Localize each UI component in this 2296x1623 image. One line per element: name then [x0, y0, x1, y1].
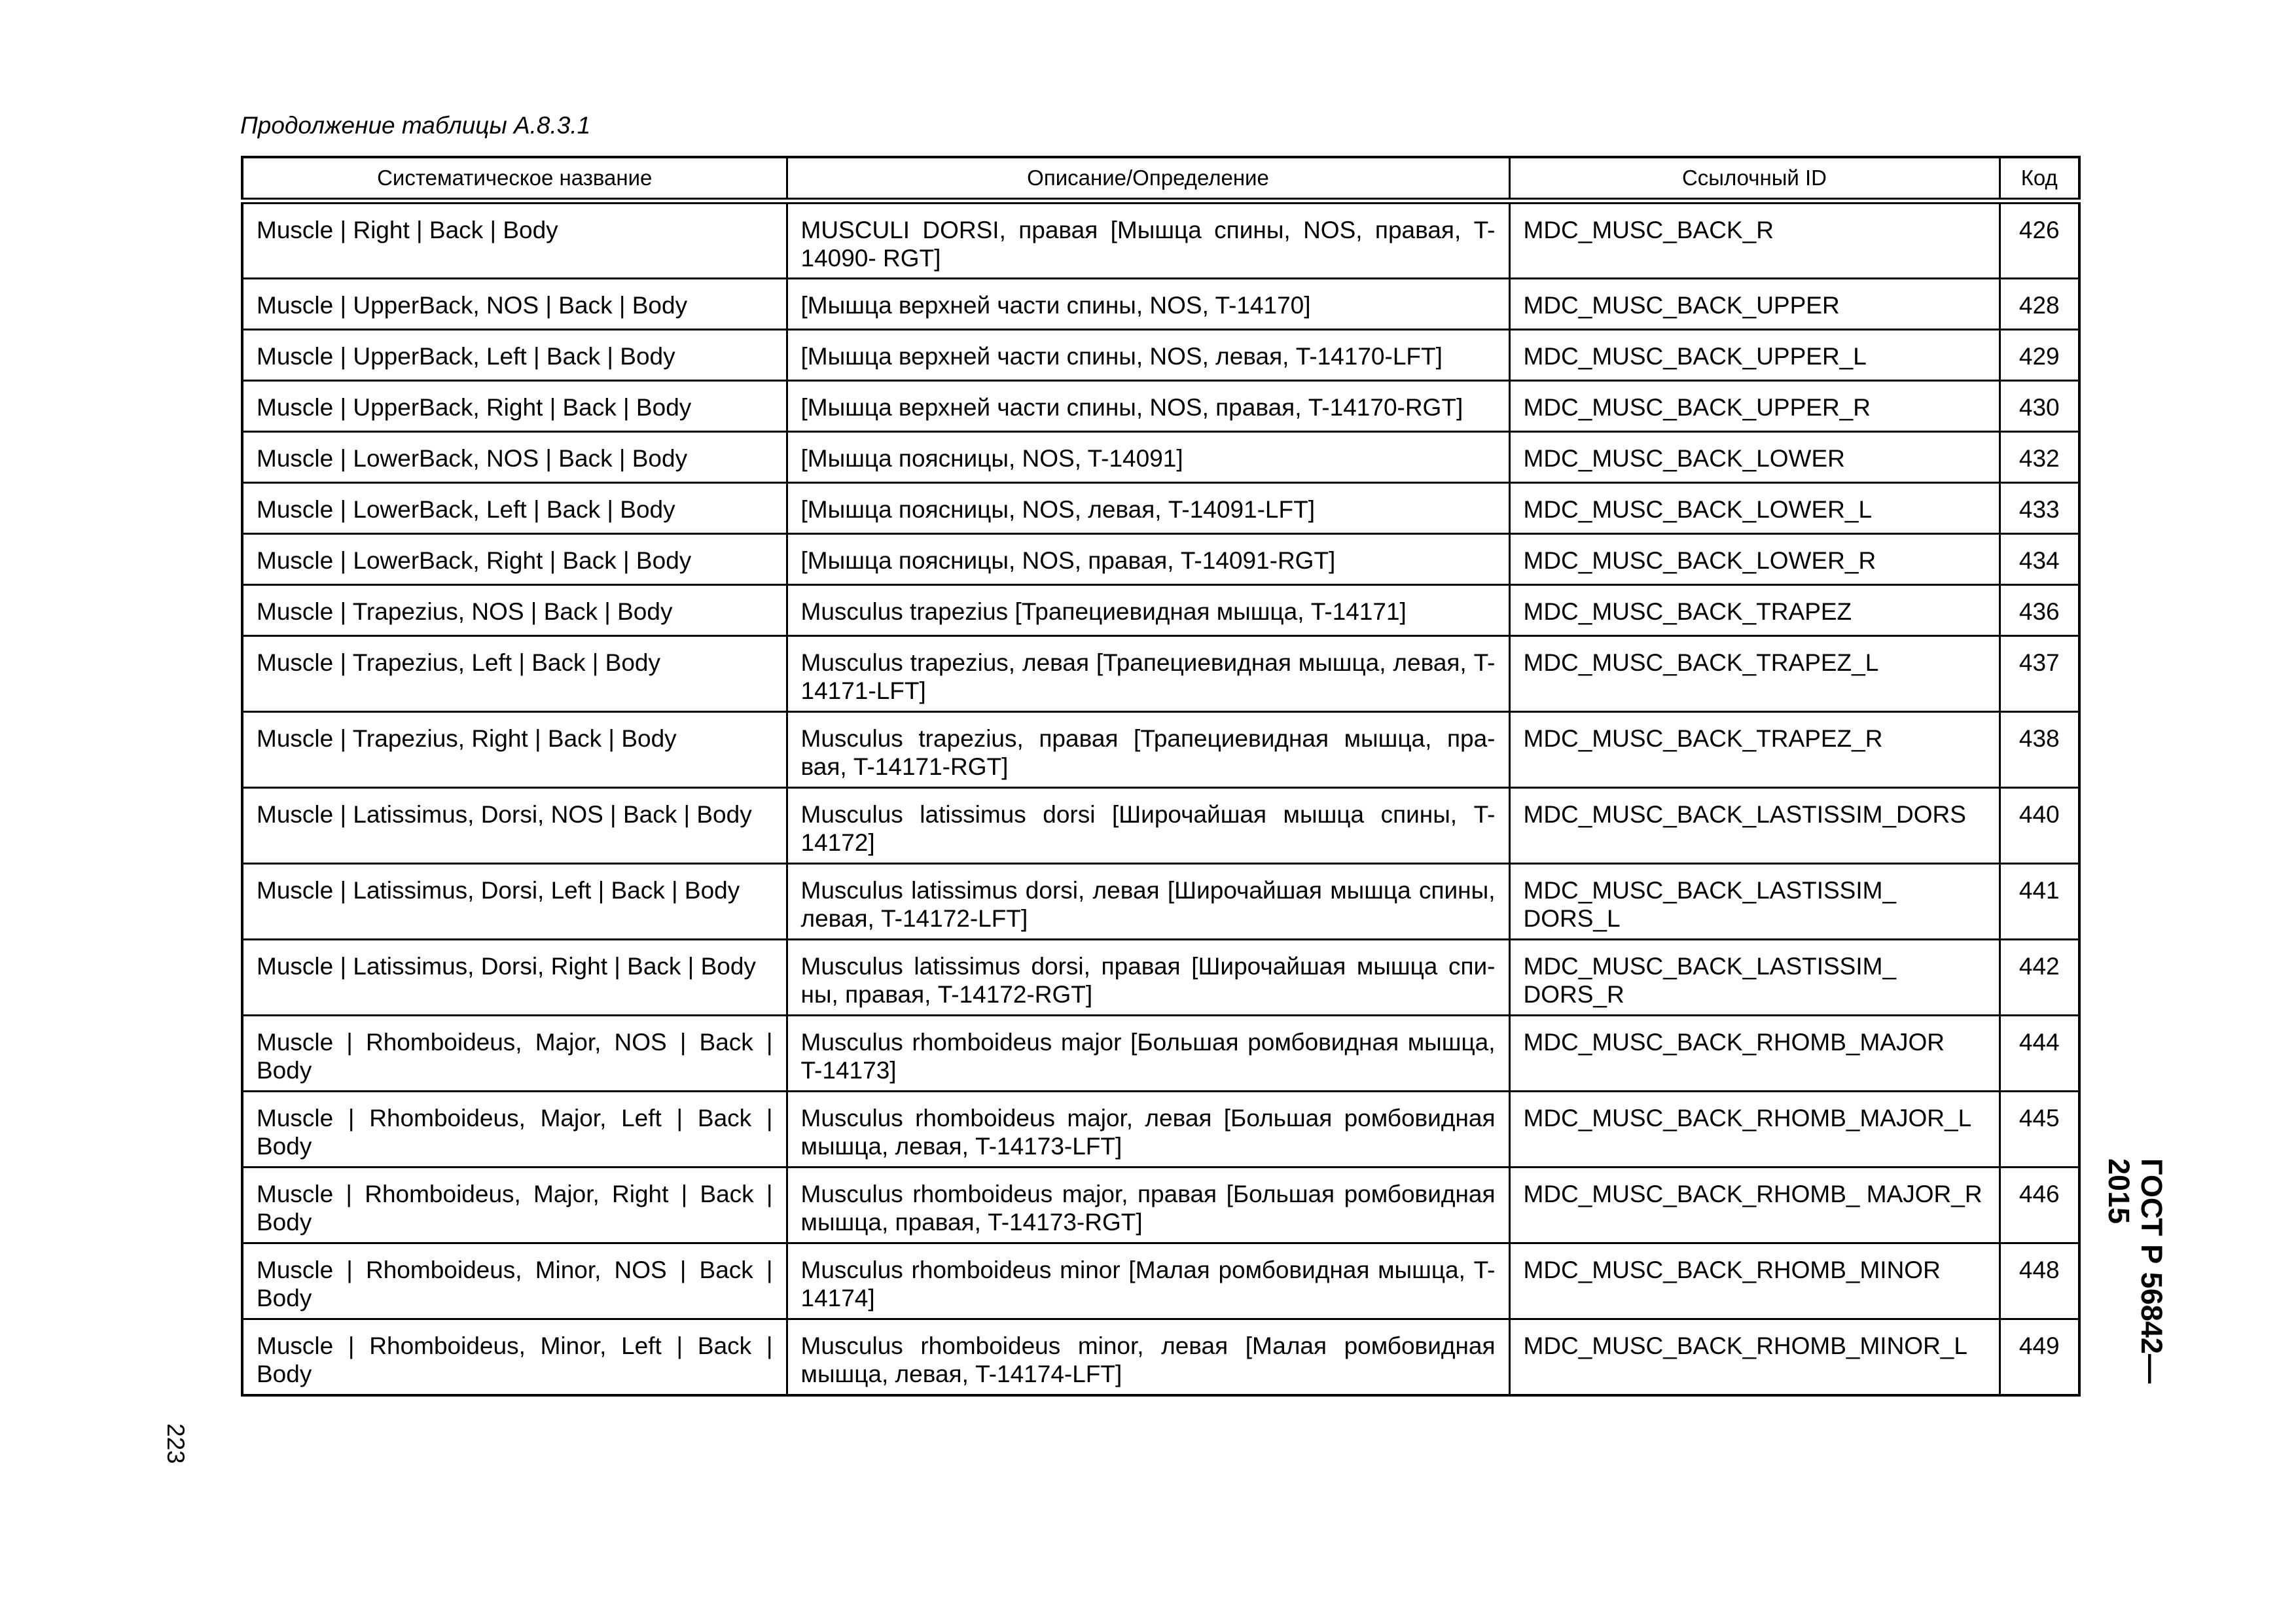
table-row — [242, 940, 2079, 1016]
code-cell: 429 — [2000, 330, 2079, 381]
header-row — [242, 157, 2079, 201]
header-description: Описание/Определение — [787, 157, 1509, 201]
reference-id-cell: MDC_MUSC_BACK_UPPER — [1509, 279, 2000, 330]
systematic-name-cell: Muscle | UpperBack, Right | Back | Body — [242, 381, 787, 432]
table-row — [242, 1016, 2079, 1092]
table-row — [242, 636, 2079, 712]
code-cell: 426 — [2000, 201, 2079, 279]
systematic-name-cell: Muscle | LowerBack, Left | Back | Body — [242, 483, 787, 534]
description-cell: Musculus trapezius, левая [Трапециевидная мышца, левая, T-14171-LFT] — [787, 636, 1509, 712]
table-row — [242, 1168, 2079, 1243]
description-cell: [Мышца поясницы, NOS, правая, T-14091-RGT] — [787, 534, 1509, 585]
table-row — [242, 483, 2079, 534]
code-cell: 436 — [2000, 585, 2079, 636]
systematic-name-cell: Muscle | Latissimus, Dorsi, Left | Back | Body — [242, 864, 787, 940]
reference-id-cell: MDC_MUSC_BACK_RHOMB_ MAJOR_R — [1509, 1168, 2000, 1243]
systematic-name-cell: Muscle | Rhomboideus, Major, Right | Back | Body — [242, 1168, 787, 1243]
systematic-name-cell: Muscle | Trapezius, Right | Back | Body — [242, 712, 787, 788]
table-row — [242, 534, 2079, 585]
systematic-name-cell: Muscle | Trapezius, Left | Back | Body — [242, 636, 787, 712]
standard-designation: ГОСТ Р 56842—2015 — [2102, 1158, 2168, 1383]
reference-id-cell: MDC_MUSC_BACK_LASTISSIM_DORS — [1509, 788, 2000, 864]
systematic-name-cell: Muscle | Rhomboideus, Minor, NOS | Back | Body — [242, 1243, 787, 1319]
description-cell: Musculus trapezius, правая [Трапециевидная мышца, пра-вая, T-14171-RGT] — [787, 712, 1509, 788]
code-cell: 446 — [2000, 1168, 2079, 1243]
description-cell: Musculus latissimus dorsi, левая [Широчайшая мышца спины, левая, T-14172-LFT] — [787, 864, 1509, 940]
description-cell: Musculus rhomboideus minor [Малая ромбовидная мышца, T-14174] — [787, 1243, 1509, 1319]
systematic-name-cell: Muscle | Latissimus, Dorsi, NOS | Back | Body — [242, 788, 787, 864]
reference-id-cell: MDC_MUSC_BACK_LOWER — [1509, 432, 2000, 483]
reference-id-cell: MDC_MUSC_BACK_RHOMB_MAJOR — [1509, 1016, 2000, 1092]
description-cell: [Мышца верхней части спины, NOS, левая, T-14170-LFT] — [787, 330, 1509, 381]
table-row — [242, 330, 2079, 381]
reference-id-cell: MDC_MUSC_BACK_TRAPEZ_L — [1509, 636, 2000, 712]
code-cell: 448 — [2000, 1243, 2079, 1319]
systematic-name-cell: Muscle | Trapezius, NOS | Back | Body — [242, 585, 787, 636]
systematic-name-cell: Muscle | UpperBack, Left | Back | Body — [242, 330, 787, 381]
table-row — [242, 381, 2079, 432]
code-cell: 449 — [2000, 1319, 2079, 1395]
table-row — [242, 1092, 2079, 1168]
systematic-name-cell: Muscle | LowerBack, Right | Back | Body — [242, 534, 787, 585]
systematic-name-cell: Muscle | Rhomboideus, Major, Left | Back | Body — [242, 1092, 787, 1168]
code-cell: 444 — [2000, 1016, 2079, 1092]
reference-id-cell: MDC_MUSC_BACK_RHOMB_MINOR_L — [1509, 1319, 2000, 1395]
reference-id-cell: MDC_MUSC_BACK_RHOMB_MAJOR_L — [1509, 1092, 2000, 1168]
table-row — [242, 585, 2079, 636]
systematic-name-cell: Muscle | LowerBack, NOS | Back | Body — [242, 432, 787, 483]
code-cell: 430 — [2000, 381, 2079, 432]
table-row — [242, 788, 2079, 864]
description-cell: Musculus rhomboideus major, левая [Большая ромбовидная мышца, левая, T-14173-LFT] — [787, 1092, 1509, 1168]
code-cell: 437 — [2000, 636, 2079, 712]
systematic-name-cell: Muscle | Rhomboideus, Major, NOS | Back | Body — [242, 1016, 787, 1092]
systematic-name-cell: Muscle | Rhomboideus, Minor, Left | Back | Body — [242, 1319, 787, 1395]
code-cell: 441 — [2000, 864, 2079, 940]
description-cell: [Мышца верхней части спины, NOS, T-14170] — [787, 279, 1509, 330]
reference-id-cell: MDC_MUSC_BACK_TRAPEZ — [1509, 585, 2000, 636]
code-cell: 433 — [2000, 483, 2079, 534]
reference-id-cell: MDC_MUSC_BACK_UPPER_L — [1509, 330, 2000, 381]
description-cell: [Мышца поясницы, NOS, T-14091] — [787, 432, 1509, 483]
table-row — [242, 1243, 2079, 1319]
table-row — [242, 1319, 2079, 1395]
code-cell: 428 — [2000, 279, 2079, 330]
page-number: 223 — [162, 1423, 189, 1464]
header-code: Код — [2000, 157, 2079, 201]
description-cell: Musculus rhomboideus minor, левая [Малая ромбовидная мышца, левая, T-14174-LFT] — [787, 1319, 1509, 1395]
table-row — [242, 432, 2079, 483]
systematic-name-cell: Muscle | Latissimus, Dorsi, Right | Back | Body — [242, 940, 787, 1016]
code-cell: 440 — [2000, 788, 2079, 864]
reference-id-cell: MDC_MUSC_BACK_LASTISSIM_ DORS_R — [1509, 940, 2000, 1016]
reference-id-cell: MDC_MUSC_BACK_R — [1509, 201, 2000, 279]
header-reference-id: Ссылочный ID — [1509, 157, 2000, 201]
reference-id-cell: MDC_MUSC_BACK_LOWER_R — [1509, 534, 2000, 585]
code-cell: 438 — [2000, 712, 2079, 788]
reference-id-cell: MDC_MUSC_BACK_RHOMB_MINOR — [1509, 1243, 2000, 1319]
code-cell: 432 — [2000, 432, 2079, 483]
reference-id-cell: MDC_MUSC_BACK_TRAPEZ_R — [1509, 712, 2000, 788]
reference-id-cell: MDC_MUSC_BACK_LOWER_L — [1509, 483, 2000, 534]
table-row — [242, 201, 2079, 279]
description-cell: [Мышца поясницы, NOS, левая, T-14091-LFT] — [787, 483, 1509, 534]
table-caption: Продолжение таблицы А.8.3.1 — [240, 112, 591, 139]
description-cell: Musculus rhomboideus major [Большая ромбовидная мышца, T-14173] — [787, 1016, 1509, 1092]
table-row — [242, 864, 2079, 940]
reference-id-cell: MDC_MUSC_BACK_LASTISSIM_ DORS_L — [1509, 864, 2000, 940]
code-cell: 442 — [2000, 940, 2079, 1016]
header-systematic-name: Систематическое название — [242, 157, 787, 201]
table-row — [242, 279, 2079, 330]
systematic-name-cell: Muscle | Right | Back | Body — [242, 201, 787, 279]
description-cell: MUSCULI DORSI, правая [Мышца спины, NOS, правая, T-14090- RGT] — [787, 201, 1509, 279]
code-cell: 434 — [2000, 534, 2079, 585]
description-cell: Musculus latissimus dorsi [Широчайшая мышца спины, T-14172] — [787, 788, 1509, 864]
table-row — [242, 712, 2079, 788]
description-cell: [Мышца верхней части спины, NOS, правая, T-14170-RGT] — [787, 381, 1509, 432]
description-cell: Musculus latissimus dorsi, правая [Широчайшая мышца спи-ны, правая, T-14172-RGT] — [787, 940, 1509, 1016]
description-cell: Musculus trapezius [Трапециевидная мышца, T-14171] — [787, 585, 1509, 636]
description-cell: Musculus rhomboideus major, правая [Большая ромбовидная мышца, правая, T-14173-RGT] — [787, 1168, 1509, 1243]
systematic-name-cell: Muscle | UpperBack, NOS | Back | Body — [242, 279, 787, 330]
code-cell: 445 — [2000, 1092, 2079, 1168]
data-table — [241, 156, 2081, 1397]
reference-id-cell: MDC_MUSC_BACK_UPPER_R — [1509, 381, 2000, 432]
